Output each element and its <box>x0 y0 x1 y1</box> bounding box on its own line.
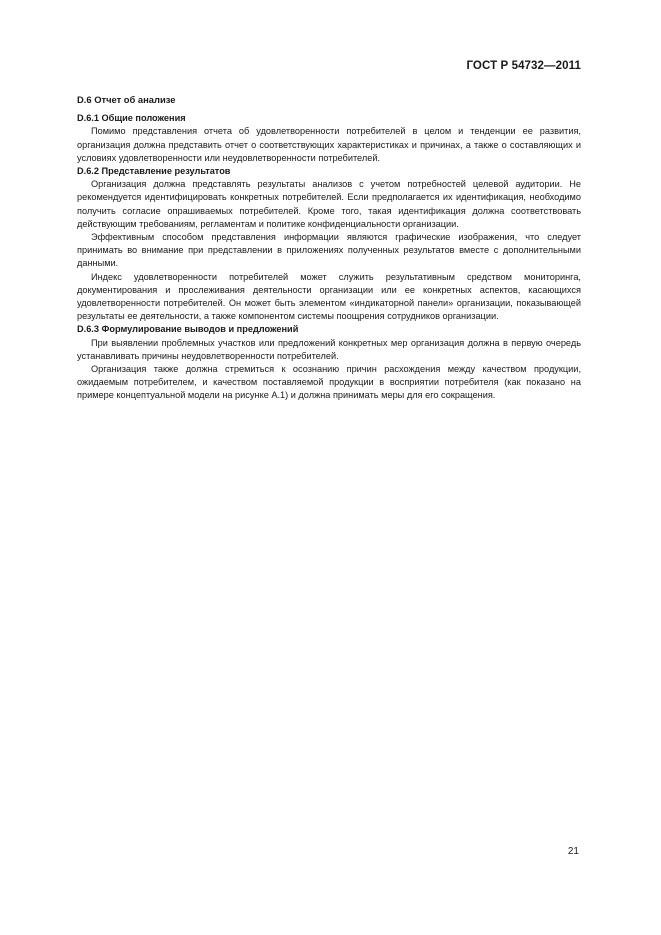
paragraph: При выявлении проблемных участков или предложений конкретных мер организация должна в первую очередь устанавливать причины неудовлетворенности потребителей. <box>77 337 581 361</box>
subsection-title-d63: D.6.3 Формулирование выводов и предложений <box>77 324 299 335</box>
section-title: D.6 Отчет об анализе <box>77 94 176 105</box>
paragraph: Индекс удовлетворенности потребителей может служить результативным средством мониторинга, документирования и прослеживания деятельности организации или ее конкретных аспектов, касающихся удовлетворенности потребителей. Он может быть элементом «индикаторной панели» организации, показывающей результаты ее деятельности, а также компонентом системы поощрения сотрудников организации. <box>77 271 581 322</box>
document-code: ГОСТ Р 54732—2011 <box>466 60 581 72</box>
paragraph: Организация также должна стремиться к осознанию причин расхождения между качеством продукции, ожидаемым потребителем, и качеством поставляемой продукции в восприятии потребителя (как показано на примере концептуальной модели на рисунке А.1) и должна принимать меры для его сокращения. <box>77 364 581 401</box>
paragraph: Помимо представления отчета об удовлетворенности потребителей в целом и тенденции ее развития, организация должна представить отчет о соответствующих характеристиках и причинах, а также о составляющих и условиях удовлетворенности или неудовлетворенности потребителей. <box>77 126 581 163</box>
paragraph: Организация должна представлять результаты анализов с учетом потребностей целевой аудитории. Не рекомендуется идентифицировать конкретных потребителей. Если предполагается их идентификация, необходимо получить согласие опрашиваемых потребителей. Кроме того, такая идентификация должна соответствовать действующим требованиям, регламентам и политике конфиденциальности организации. <box>77 179 581 229</box>
subsection-title-d61: D.6.1 Общие положения <box>77 113 186 124</box>
document-body <box>77 93 581 403</box>
paragraph: Эффективным способом представления информации являются графические изображения, что следует принимать во внимание при представлении в приложениях полученных результатов вместе с дополнительными данными. <box>77 232 581 269</box>
page-number: 21 <box>567 846 579 857</box>
subsection-title-d62: D.6.2 Представление результатов <box>77 166 231 177</box>
